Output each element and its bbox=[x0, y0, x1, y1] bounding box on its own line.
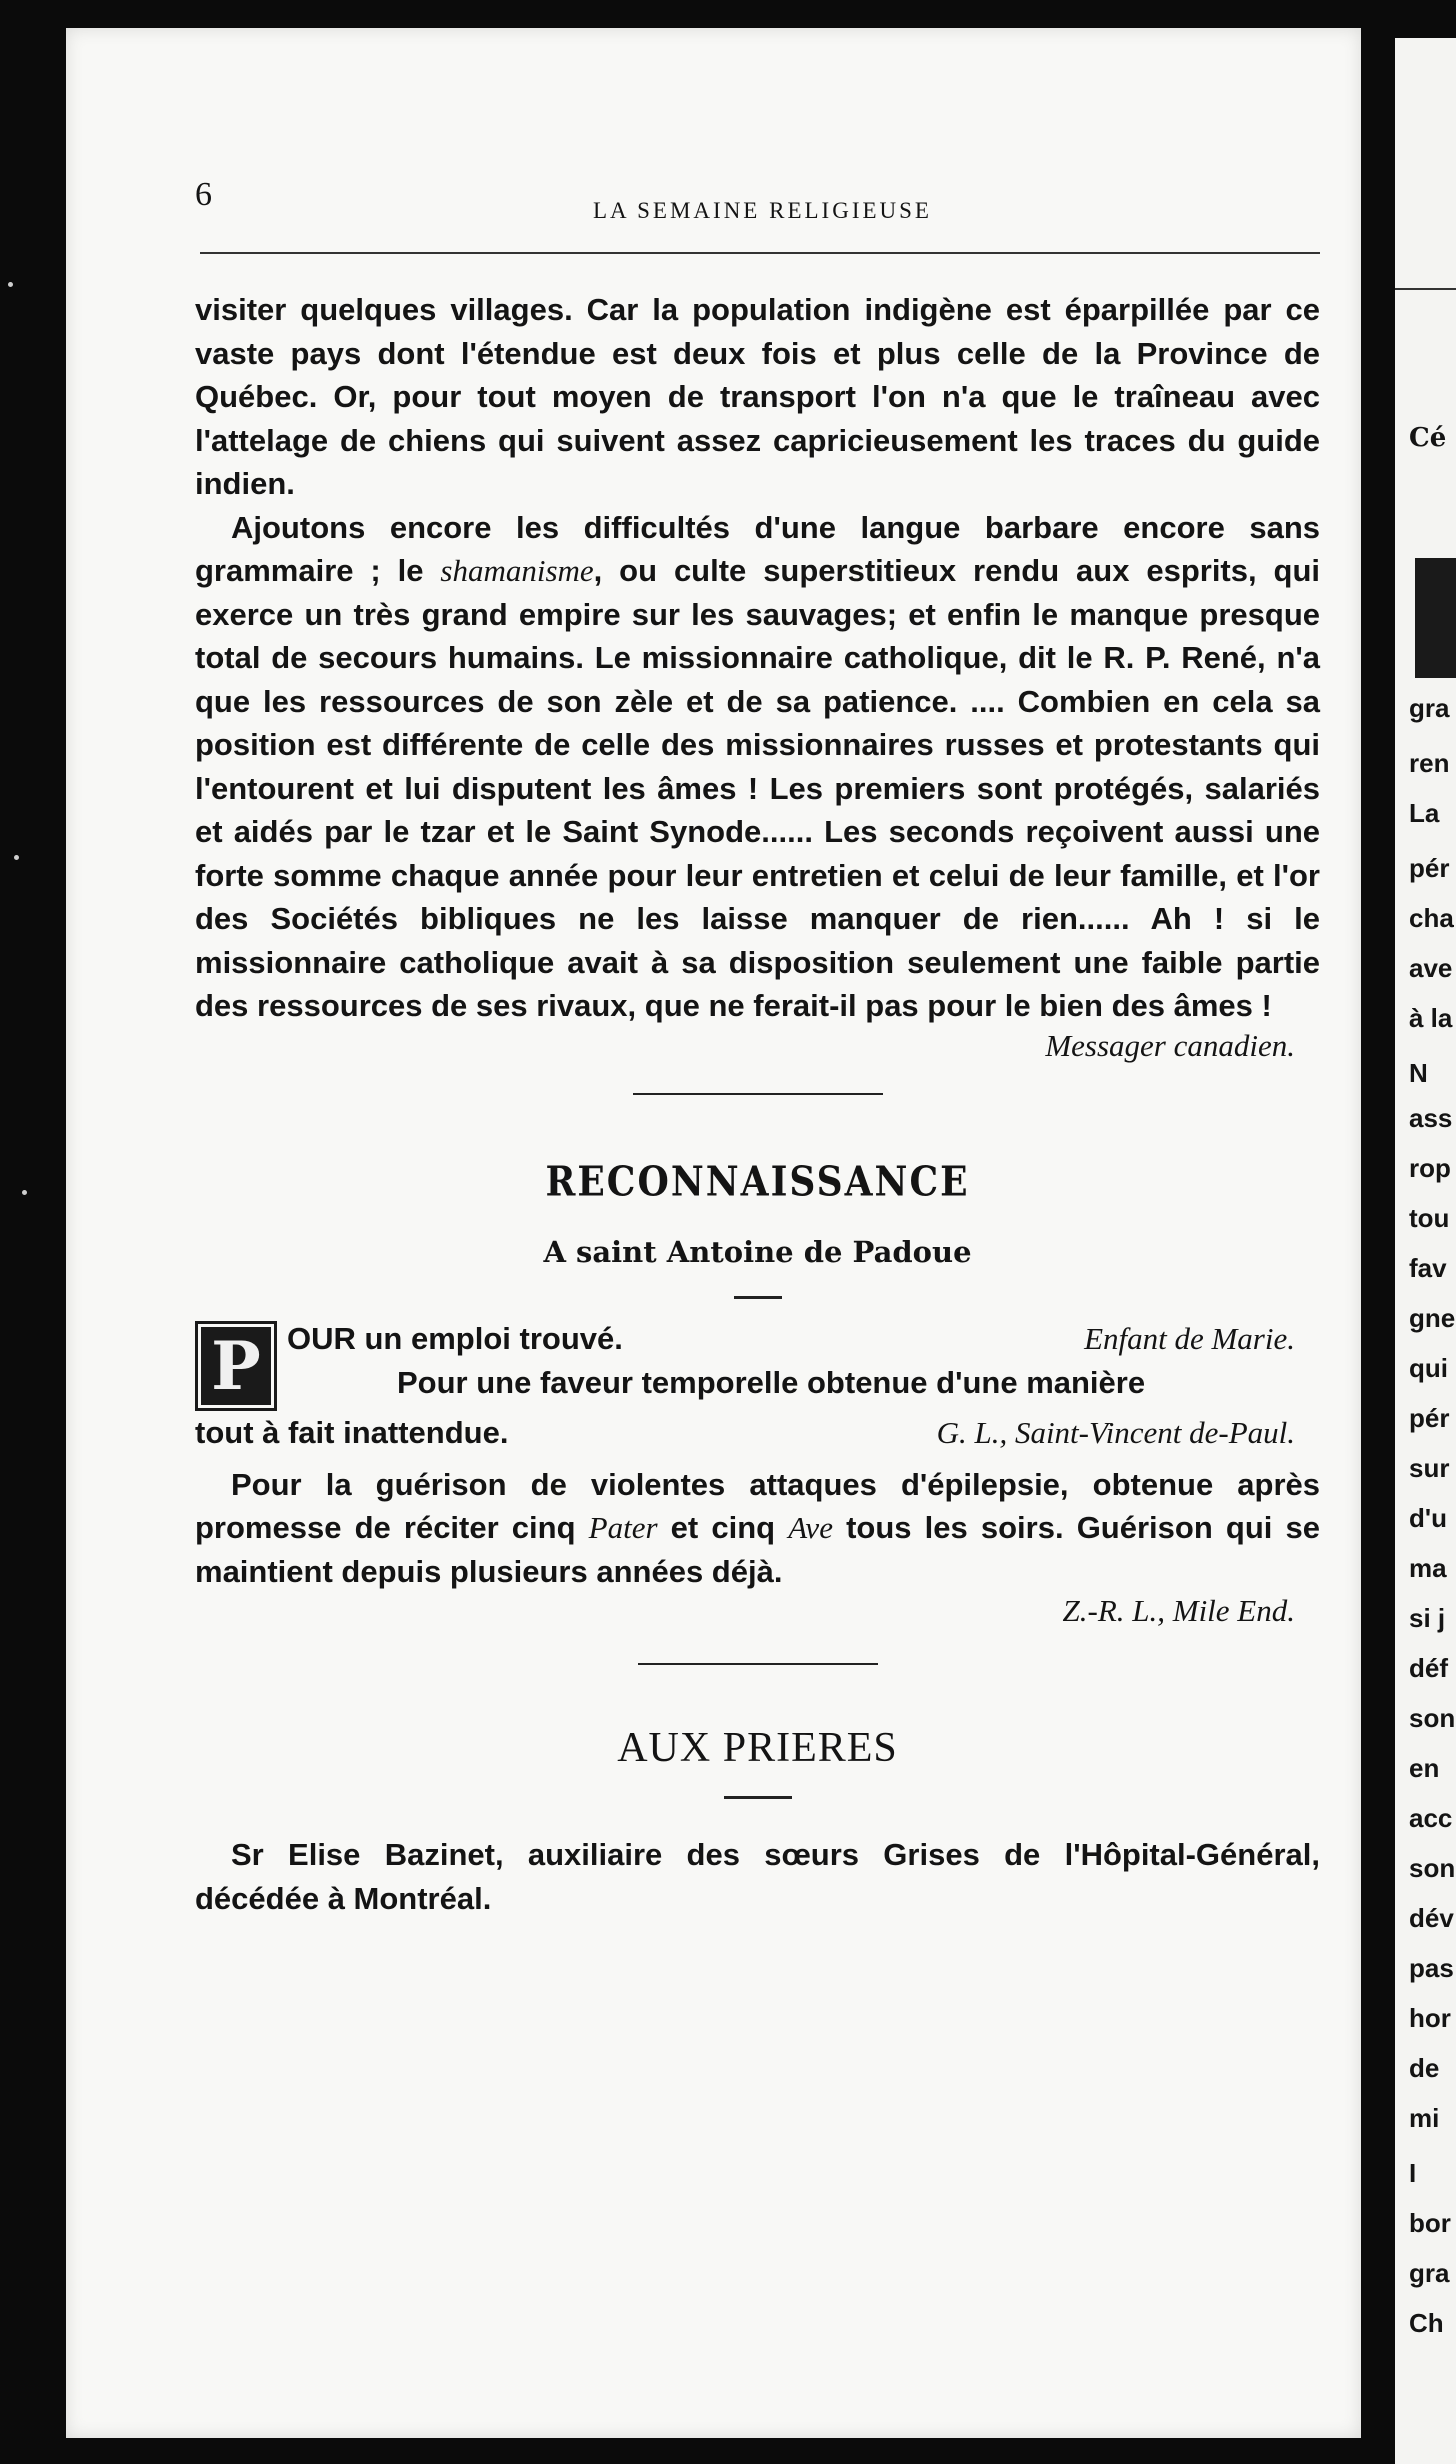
next-page-fragment: hor bbox=[1409, 2003, 1451, 2033]
section-subtitle: A saint Antoine de Padoue bbox=[543, 1234, 972, 1269]
article-paragraph-2 bbox=[195, 506, 1320, 1028]
next-page-fragment: N bbox=[1409, 1058, 1428, 1088]
section-divider bbox=[633, 1093, 883, 1095]
next-page-fragment: qui bbox=[1409, 1353, 1448, 1383]
page-gutter bbox=[1361, 0, 1395, 2464]
next-page-fragment: ave bbox=[1409, 953, 1453, 983]
next-page-fragment: I bbox=[1409, 2158, 1417, 2188]
next-page-fragment: si j bbox=[1409, 1603, 1446, 1633]
next-page-fragment: pas bbox=[1409, 1953, 1454, 1983]
ornamental-dropcap: P bbox=[195, 1321, 277, 1411]
entry-1-source: Enfant de Marie. bbox=[1084, 1321, 1295, 1356]
next-page-fragment: d'u bbox=[1409, 1503, 1447, 1533]
page-header bbox=[195, 170, 1330, 230]
next-page-fragment: gra bbox=[1409, 2258, 1450, 2288]
scan-speck bbox=[22, 1190, 27, 1195]
page-body bbox=[195, 288, 1320, 1920]
next-page-fragment: fav bbox=[1409, 1253, 1447, 1283]
entry-3-pater: Pater bbox=[588, 1510, 658, 1545]
next-page-fragment: ma bbox=[1409, 1553, 1447, 1583]
entry-2-line-2 bbox=[195, 1411, 1320, 1455]
next-page-fragment: gra bbox=[1409, 693, 1450, 723]
entry-3-source: Z.-R. L., Mile End. bbox=[1062, 1593, 1295, 1628]
next-page-fragment: pér bbox=[1409, 1403, 1450, 1433]
next-page-fragment: à la bbox=[1409, 1003, 1453, 1033]
section-title-prieres: AUX PRIERES bbox=[617, 1724, 898, 1771]
entry-3-mid: et cinq bbox=[657, 1510, 789, 1545]
article-paragraph-1: visiter quelques villages. Car la population indigène est éparpillée par ce vaste pays dont l'étendue est deux fois et plus celle de la Province de Québec. Or, pour tout moyen de transport l'on n'a que le traîneau avec l'attelage de chiens qui suivent assez capricieusement les traces du guide indien. bbox=[195, 292, 1320, 501]
running-title: LA SEMAINE RELIGIEUSE bbox=[593, 198, 932, 223]
header-rule bbox=[200, 252, 1320, 254]
scan-speck bbox=[8, 282, 13, 287]
prieres-divider bbox=[724, 1796, 792, 1799]
next-page-fragment: son bbox=[1409, 1853, 1456, 1883]
next-page-fragment: rop bbox=[1409, 1153, 1451, 1183]
next-page-edge bbox=[1395, 38, 1456, 2464]
entry-2-text: tout à fait inattendue. bbox=[195, 1415, 509, 1450]
article-source: Messager canadien. bbox=[1045, 1027, 1295, 1063]
section-divider-2 bbox=[638, 1663, 878, 1665]
entry-3-after: tous les soirs. Guérison qui se maintient depuis plusieurs années déjà. bbox=[195, 1510, 1320, 1589]
next-page-fragment: pér bbox=[1409, 853, 1450, 883]
next-page-fragment: de bbox=[1409, 2053, 1440, 2083]
section-title-reconnaissance: RECONNAISSANCE bbox=[545, 1157, 970, 1207]
next-page-fragment: Ch bbox=[1409, 2308, 1444, 2338]
next-page-rule bbox=[1395, 288, 1456, 290]
entry-3 bbox=[195, 1463, 1320, 1594]
entry-1 bbox=[195, 1317, 1320, 1455]
next-page-fragment: tou bbox=[1409, 1203, 1450, 1233]
next-page-fragment: La bbox=[1409, 798, 1440, 828]
entry-2-line-1: Pour une faveur temporelle obtenue d'une manière bbox=[397, 1364, 1146, 1400]
p2-text-after: , ou culte superstitieux rendu aux esprits, qui exerce un très grand empire sur les sauvages; et enfin le manque presque total de secours humains. Le missionnaire catholique, dit le R. P. René, n'a que les ressources de son zèle et de sa patience. .... Combien en cela sa position est différente de celle des missionnaires russes et protestants qui l'entourent et lui disputent les âmes ! Les premiers sont protégés, salariés et aidés par le tzar et le Saint Synode...... Les seconds reçoivent aussi une forte somme chaque année pour leur entretien et celui de leur famille, et l'or des Sociétés bibliques ne les laisse manquer de rien...... Ah ! si le missionnaire catholique avait à sa disposition seulement une faible partie des ressources de ses rivaux, que ne ferait-il pas pour le bien des âmes ! bbox=[195, 553, 1320, 1023]
entry-3-ave: Ave bbox=[788, 1510, 833, 1545]
next-page-fragment: son bbox=[1409, 1703, 1456, 1733]
prieres-text: Sr Elise Bazinet, auxiliaire des sœurs Grises de l'Hôpital-Général, décédée à Montréal. bbox=[195, 1837, 1320, 1916]
scan-speck bbox=[14, 855, 19, 860]
next-page-fragment: dév bbox=[1409, 1903, 1454, 1933]
entry-1-text: OUR un emploi trouvé. bbox=[287, 1321, 623, 1356]
next-page-fragment: acc bbox=[1409, 1803, 1453, 1833]
page-number: 6 bbox=[195, 176, 212, 213]
next-page-dropcap bbox=[1415, 558, 1456, 678]
next-page-fragment: sur bbox=[1409, 1453, 1450, 1483]
next-page-fragment: déf bbox=[1409, 1653, 1448, 1683]
next-page-fragment: ren bbox=[1409, 748, 1450, 778]
next-page-fragment: gne bbox=[1409, 1303, 1456, 1333]
entry-3-before: Pour la guérison de violentes attaques d'épilepsie, obtenue après promesse de réciter cinq bbox=[195, 1466, 1320, 1545]
next-page-fragment: en bbox=[1409, 1753, 1440, 1783]
next-page-fragment: mi bbox=[1409, 2103, 1440, 2133]
entry-1-line bbox=[287, 1317, 1320, 1361]
entry-2-source: G. L., Saint-Vincent de-Paul. bbox=[936, 1415, 1295, 1450]
next-page-fragment: ass bbox=[1409, 1103, 1453, 1133]
subtitle-divider bbox=[734, 1296, 782, 1299]
next-page-fragment: bor bbox=[1409, 2208, 1451, 2238]
next-page-fragment: Cé bbox=[1409, 423, 1447, 453]
p2-italic-term: shamanisme bbox=[440, 553, 594, 588]
next-page-fragment: cha bbox=[1409, 903, 1454, 933]
p2-text-before: Ajoutons encore les difficultés d'une langue barbare encore sans grammaire ; le bbox=[195, 509, 1320, 588]
